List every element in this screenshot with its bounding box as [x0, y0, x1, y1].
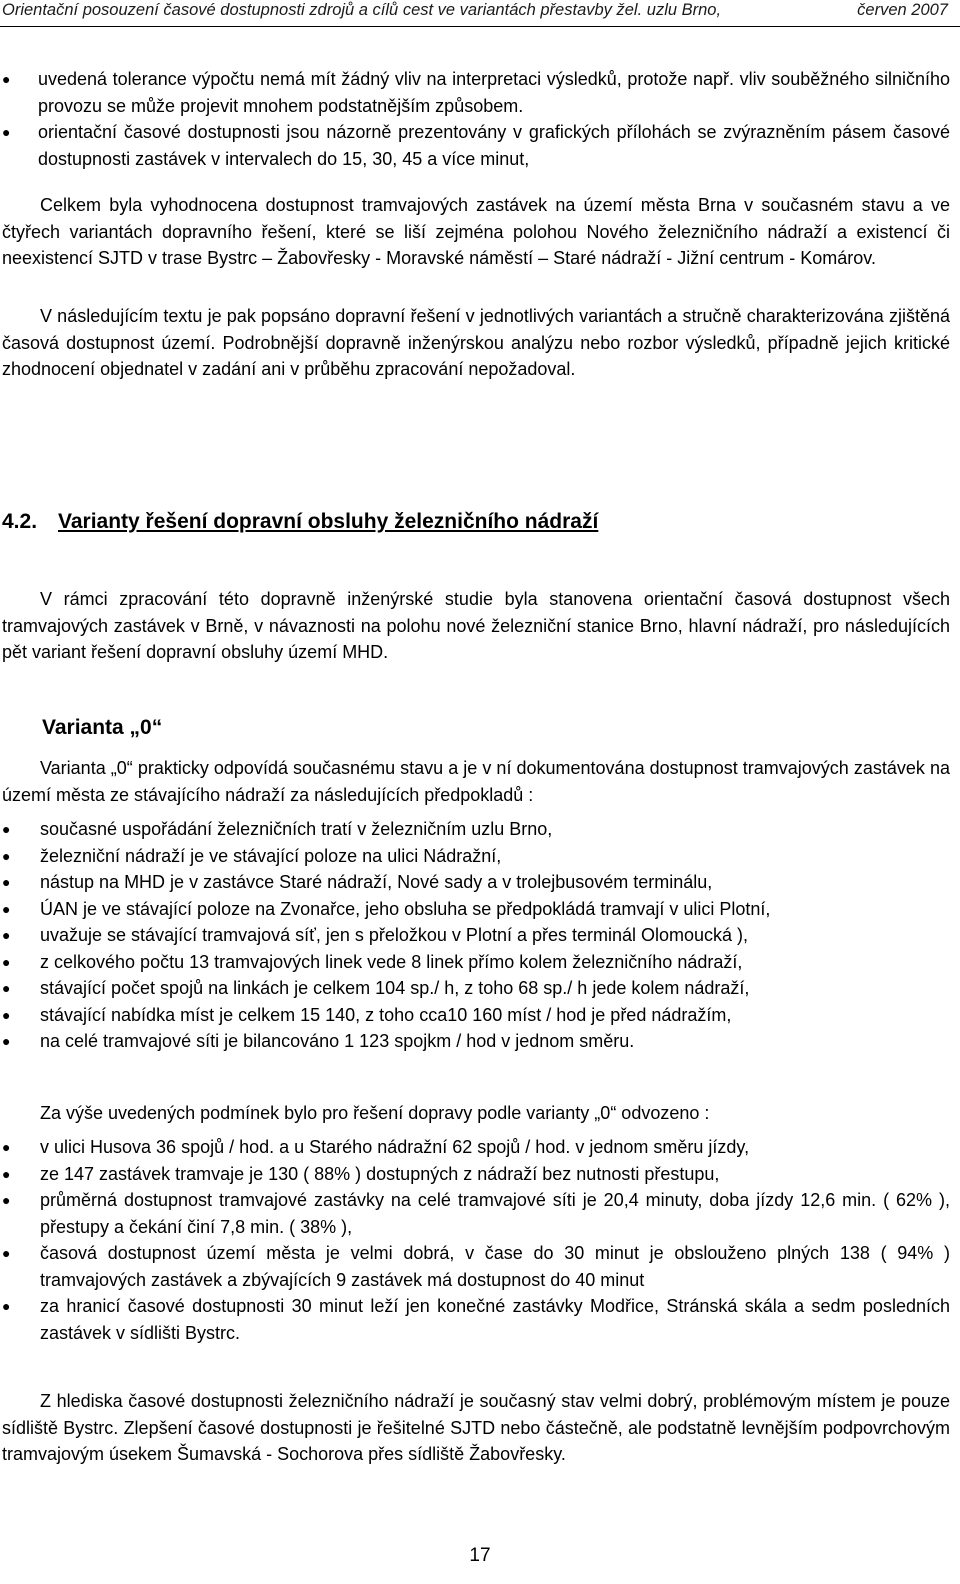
list-item-text: časová dostupnost území města je velmi dobrá, v čase do 30 minut je obslouženo plných 138 ( 94% ) tramvajových zastávek a zbývajících 9 zastávek má dostupnost do 40 minut	[40, 1243, 950, 1290]
list-item-text: na celé tramvajové síti je bilancováno 1 123 spojkm / hod v jednom směru.	[40, 1031, 635, 1051]
intro-paragraph-1: Celkem byla vyhodnocena dostupnost tramvajových zastávek na území města Brna v současném stavu a ve čtyřech variantách dopravního řešení, které se liší zejména polohou Nového železničního nádraží a existencí či neexistencí SJTD v trase Bystrc – Žabovřesky - Moravské náměstí – Staré nádraží - Jižní centrum - Komárov.	[2, 195, 950, 268]
list-item	[0, 816, 960, 843]
list-item-text: z celkového počtu 13 tramvajových linek vede 8 linek přímo kolem železničního nádraží,	[40, 951, 743, 972]
header-rule	[0, 26, 960, 27]
bullet-icon: ●	[2, 847, 11, 864]
header-title: Orientační posouzení časové dostupnosti zdrojů a cílů cest ve variantách přestavby žel. uzlu Brno,	[2, 1, 722, 19]
list-item	[0, 975, 960, 1002]
bullet-icon: ●	[2, 927, 11, 943]
assumptions-list	[0, 816, 960, 1055]
bullet-icon: ●	[2, 821, 11, 837]
bullet-icon: ●	[2, 1033, 11, 1049]
list-item-text: stávající nabídka míst je celkem 15 140, z toho cca10 160 míst / hod je před nádražím,	[40, 1004, 732, 1025]
list-item	[0, 119, 960, 172]
list-item-text: železniční nádraží je ve stávající poloze na ulici Nádražní,	[40, 845, 502, 866]
bullet-icon: ●	[2, 71, 11, 87]
list-item	[0, 1002, 960, 1029]
list-item	[0, 66, 960, 119]
list-item	[0, 843, 960, 870]
bullet-icon: ●	[2, 1245, 11, 1261]
bullet-icon: ●	[2, 980, 11, 996]
bullet-icon: ●	[2, 900, 11, 917]
intro-paragraph-2: V následujícím textu je pak popsáno dopravní řešení v jednotlivých variantách a stručně charakterizována zjištěná časová dostupnost území. Podrobnější dopravně inženýrskou analýzu nebo rozbor výsledků, případně jejich kritické zhodnocení objednatel v zadání ani v průběhu zpracování nepožadoval.	[2, 306, 950, 379]
list-item-text: nástup na MHD je v zastávce Staré nádraží, Nové sady a v trolejbusovém terminálu,	[40, 872, 713, 892]
list-item	[0, 1240, 960, 1293]
results-intro: Za výše uvedených podmínek bylo pro řešení dopravy podle varianty „0“ odvozeno :	[40, 1103, 710, 1123]
section-number: 4.2.	[2, 510, 38, 533]
bullet-icon: ●	[2, 953, 11, 970]
list-item	[0, 896, 960, 923]
list-item-text: za hranicí časové dostupnosti 30 minut leží jen konečné zastávky Modřice, Stránská skála a sedm posledních zastávek v sídlišti Bystrc.	[40, 1296, 950, 1343]
list-item	[0, 922, 960, 949]
list-item	[0, 1293, 960, 1346]
list-item-text: ÚAN je ve stávající poloze na Zvonařce, jeho obsluha se předpokládá tramvají v ulici Plotní,	[40, 898, 771, 919]
list-item-text: stávající počet spojů na linkách je celkem 104 sp./ h, z toho 68 sp./ h jede kolem nádraží,	[40, 978, 750, 998]
list-item	[0, 1028, 960, 1055]
list-item	[0, 1161, 960, 1188]
bullet-icon: ●	[2, 1139, 11, 1155]
bullet-icon: ●	[2, 124, 11, 140]
variant-heading: Varianta „0“	[42, 716, 163, 739]
list-item-text: uvažuje se stávající tramvajová síť, jen s přeložkou v Plotní a přes terminál Olomoucká ),	[40, 925, 749, 945]
bullet-icon: ●	[2, 874, 11, 890]
header-date: červen 2007	[857, 1, 948, 19]
list-item	[0, 869, 960, 896]
section-paragraph: V rámci zpracování této dopravně inženýrské studie byla stanovena orientační časová dostupnost všech tramvajových zastávek v Brně, v návaznosti na polohu nové železniční stanice Brno, hlavní nádraží, pro následujících pět variant řešení dopravní obsluhy území MHD.	[2, 589, 950, 662]
list-item-text: současné uspořádání železničních tratí v železničním uzlu Brno,	[40, 819, 553, 839]
list-item-text: orientační časové dostupnosti jsou názorně prezentovány v grafických přílohách se zvýrazněním pásem časové dostupnosti zastávek v intervalech do 15, 30, 45 a více minut,	[38, 122, 950, 169]
list-item	[0, 949, 960, 976]
intro-bullet-list	[0, 66, 960, 172]
bullet-icon: ●	[2, 1165, 11, 1182]
page-number: 17	[469, 1545, 491, 1566]
list-item-text: ze 147 zastávek tramvaje je 130 ( 88% ) dostupných z nádraží bez nutnosti přestupu,	[40, 1163, 720, 1184]
list-item-text: v ulici Husova 36 spojů / hod. a u Starého nádražní 62 spojů / hod. v jednom směru jízdy,	[40, 1137, 750, 1157]
list-item-text: uvedená tolerance výpočtu nemá mít žádný vliv na interpretaci výsledků, protože např. vliv souběžného silničního provozu se může projevit mnohem podstatnějším způsobem.	[38, 69, 950, 116]
list-item	[0, 1187, 960, 1240]
page-header	[0, 0, 960, 24]
variant-paragraph: Varianta „0“ prakticky odpovídá současnému stavu a je v ní dokumentována dostupnost tramvajových zastávek na území města ze stávajícího nádraží za následujících předpokladů :	[2, 758, 950, 805]
list-item	[0, 1134, 960, 1161]
results-list	[0, 1134, 960, 1346]
section-heading	[2, 509, 598, 535]
bullet-icon: ●	[2, 1298, 11, 1314]
conclusion-paragraph: Z hlediska časové dostupnosti železničního nádraží je současný stav velmi dobrý, problémovým místem je pouze sídliště Bystrc. Zlepšení časové dostupnosti je řešitelné SJTD nebo částečně, ale podstatně levnějším podpovrchovým tramvajovým úsekem Šumavská - Sochorova přes sídliště Žabovřesky.	[2, 1391, 950, 1464]
list-item-text: průměrná dostupnost tramvajové zastávky na celé tramvajové síti je 20,4 minuty, doba jízdy 12,6 min. ( 62% ), přestupy a čekání činí 7,8 min. ( 38% ),	[40, 1190, 950, 1237]
bullet-icon: ●	[2, 1192, 11, 1208]
section-title: Varianty řešení dopravní obsluhy železničního nádraží	[58, 510, 599, 533]
bullet-icon: ●	[2, 1006, 11, 1023]
